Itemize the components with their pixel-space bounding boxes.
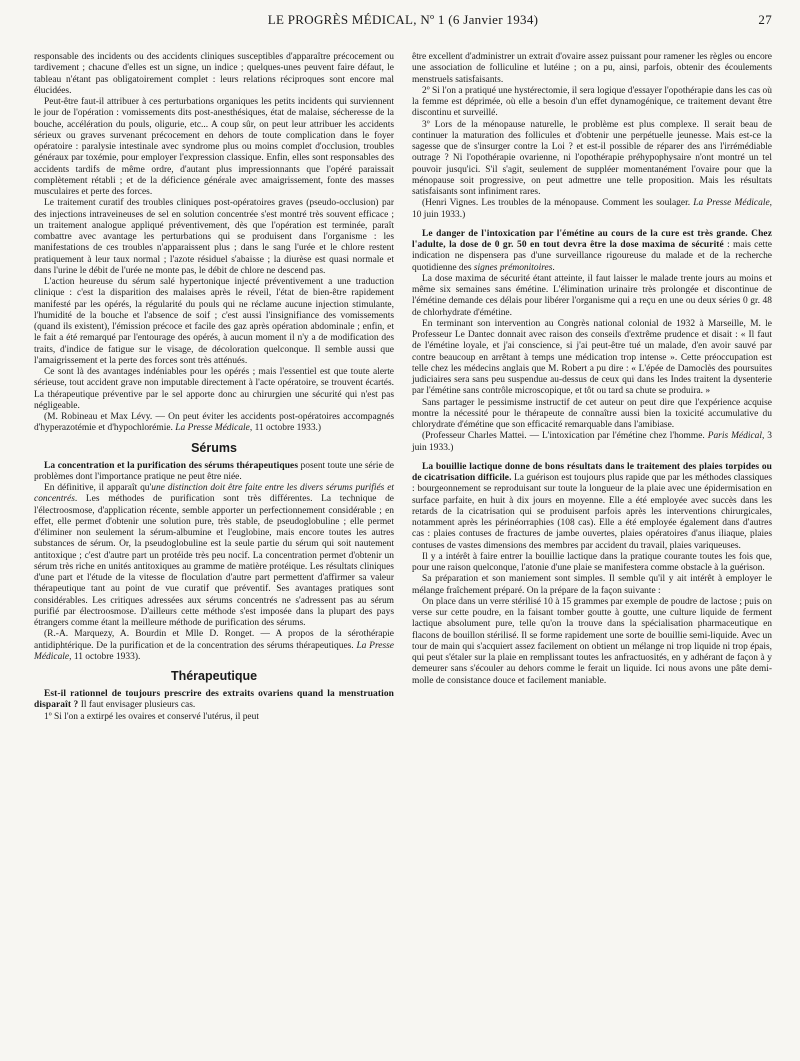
paragraph: L'action heureuse du sérum salé hypertonique injecté préventivement a une traduction clinique : c'est la disparition des malaises après le réveil, l'état de bien-être rapidement manifesté par les opérés, la régularité du pouls qui ne réclame aucune injection stimulante, l'humidité de la bouche et l'absence de soif ; c'est aussi l'insignifiance des vomissements (quand ils existent), l'émission précoce et facile des gaz après opération abdominale ; enfin, et le fait a été remarqué par l'entourage des opérés, à aucun moment il n'y a de modification des traits, d'indice de fatigue sur le visage, de décoloration quelconque. Il semble aussi que l'amaigrissement et la perte des forces sont très atténués. [34,277,394,366]
page-number: 27 [758,12,772,27]
paragraph: Il y a intérêt à faire entrer la bouillie lactique dans la pratique courante toutes les fois que, pour une raison quelconque, l'atonie d'une plaie se manifestera comme obstacle à la guérison. [412,551,772,573]
left-column [34,52,394,723]
paragraph: Peut-être faut-il attribuer à ces perturbations organiques les petits incidents qui surviennent le jour de l'opération : vomissements dits post-anesthésiques, état de malaise, sécheresse de la bouche, accélération du pouls, oligurie, etc... A coup sûr, on peut leur attribuer les accidents sérieux ou graves survenant précocement en dehors de toute complication dans le foyer opératoire : paralysie intestinale avec syndrome plus ou moins complet d'occlusion, troubles généraux par toxémie, pour employer l'expression classique. Enfin, elles sont responsables des accidents tardifs de même ordre, d'autant plus impressionnants que l'opéré paraissait complètement rétabli ; et de la déficience générale avec amaigrissement, fonte des masses musculaires et perte des forces. [34,97,394,197]
right-column [412,52,772,723]
running-header [34,12,772,32]
section-heading-serums: Sérums [191,440,237,455]
paragraph: 3º Lors de la ménopause naturelle, le problème est plus complexe. Il serait beau de continuer la maturation des follicules et d'obtenir une perpétuelle jeunesse. Mais est-ce la sagesse que de s'insurger contre la Loi ? et est-il possible de réparer des ans l'irrémédiable outrage ? Ni l'opothérapie ovarienne, ni l'opothérapie préhypophysaire n'ont montré un tel pouvoir jusqu'ici. S'il s'agit, seulement de suppléer momentanément l'ovaire pour que la ménopause soit progressive, on peut admettre une telle proposition. Mais les résultats satisfaisants sont infiniment rares. [412,119,772,197]
paragraph: 1º Si l'on a extirpé les ovaires et conservé l'utérus, il peut [44,711,259,722]
running-title: LE PROGRÈS MÉDICAL, Nº 1 (6 Janvier 1934) [267,12,539,27]
paragraph: être excellent d'administrer un extrait d'ovaire assez puissant pour ramener les règles ou encore une association de folliculine et lutéine ; on a pu, ainsi, parfois, obtenir des écoulements menstruels satisfaisants. [412,52,772,85]
section-heading-therapeutique: Thérapeutique [170,669,258,683]
paragraph: La dose maxima de sécurité étant atteinte, il faut laisser le malade trente jours au moins et même six semaines sans émétine. L'élimination urinaire très prolongée et discontinue de l'émétine demande ces délais pour libérer l'organisme qui a reçu en une ou deux séries 0 gr. 48 de chlorhydrate d'émétine. [412,273,772,318]
citation: (Henri Vignes. Les troubles de la ménopause. Comment les soulager. La Presse Médicale, 10 juin 1933.) [412,198,772,220]
paragraph: Sans partager le pessimisme instructif de cet auteur on peut dire que l'expérience acquise montre la nécessité pour le thérapeute de connaître aussi bien la toxicité accumulative du chlorydrate d'émétine que son efficacité remarquable dans l'amibiase. [412,397,772,430]
paragraph: La bouillie lactique donne de bons résultats dans le traitement des plaies torpides ou de cicatrisation difficile. La guérison est toujours plus rapide que par les méthodes classiques : bourgeonnement se reproduisant sur toute la longueur de la plaie avec une épidermisation en surface parfaite, en huit à dix jours en moyenne. Elle a été employée avec succès dans les retards de la cicatrisation qui se produisent parfois après les interventions chirurgicales, notamment après les périnéorraphies (108 cas). Elle a été employée également dans d'autres cas : plaies contuses de fractures de jambe ouvertes, plaies opératoires d'anus iliaque, plaies contuses de vastes dimensions des membres par accident du travail, plaies variqueuses. [412,461,772,551]
citation: (R.-A. Marquezy, A. Bourdin et Mlle D. Ronget. — A propos de la sérothérapie antidiphtérique. De la purification et de la concentration des sérums thérapeutiques. La Presse Médicale, 11 octobre 1933). [34,629,394,662]
paragraph: En définitive, il apparaît qu'une distinction doit être faite entre les divers sérums purifiés et concentrés. Les méthodes de purification sont très différentes. La technique de l'électroosmose, d'application récente, semble apporter un perfectionnement considérable ; en effet, elle permet d'obtenir une solution pure, très stable, de pseudoglobuline ; elle permet d'éliminer non seulement la sérum-albumine et l'euglobine, mais encore toutes les autres substances de sérum. Or, la pseudoglobuline est la seule partie du sérum qui soit nautement antitoxique ; c'est d'autre part un protéide très peu nocif. La concentration permet d'obtenir un sérum très riche en unités antitoxiques au gramme de matière protéique. Les résultats cliniques d'une part et l'étude de la vitesse de floculation d'autre part permettent d'affirmer sa valeur thérapeutique tant au point de vue curatif que préventif. Ses avantages pratiques sont considérables. Les critiques adressées aux sérums concentrés ne s'adressent pas au sérum purifié par électroosmose. D'ailleurs cette méthode s'est imposée dans la plupart des pays étrangers comme étant la meilleure méthode de purification des sérums. [34,483,395,628]
paragraph: Le traitement curatif des troubles cliniques post-opératoires graves (pseudo-occlusion) par des injections intraveineuses de sel en solution concentrée s'est montré très souvent efficace ; un traitement analogue appliqué préventivement, dès que l'opération est terminée, paraît combattre avec avantage les perturbations qui se produisent dans l'organisme : les manifestations de ces troubles n'apparaissent plus ; dans le sang l'urée et le chlore restent pratiquement à leur taux normal ; l'azote résiduel s'abaisse ; la diurèse est quasi normale et dans l'urine le débit de l'urée ne monte pas, le débit de chlore ne descend pas. [34,198,394,276]
paragraph: Ce sont là des avantages indéniables pour les opérés ; mais l'essentiel est que toute alerte sérieuse, tout accident grave non imputable directement à l'acte opératoire, se trouvent écartés. La thérapeutique préventive par le sel apporte donc au chirurgien une sécurité qui n'est pas négligeable. [34,367,394,411]
paragraph: Le danger de l'intoxication par l'émétine au cours de la cure est très grande. Chez l'adulte, la dose de 0 gr. 50 en tout devra être la dose maxima de sécurité : mais cette indication ne dispensera pas d'une surveillance rigoureuse du malade et de la recherche quotidienne des signes prémonitoires. [412,228,772,273]
citation: (M. Robineau et Max Lévy. — On peut éviter les accidents post-opératoires accompagnés d'hyperazotémie et d'hypochlorémie. La Presse Médicale, 11 octobre 1933.) [34,412,394,434]
paragraph: On place dans un verre stérilisé 10 à 15 grammes par exemple de poudre de lactose ; puis on verse sur cette poudre, en la faisant tomber goutte à goutte, une culture liquide de ferment lactique absolument pure, telle qu'on la trouve dans la spécialisation pharmaceutique en flacons de bouillon stérilisé. Il se forme rapidement une sorte de bouillie semi-liquide. Avec un tour de main qui s'acquiert assez facilement on obtient un mélange ni trop liquide ni trop épais, qui peut s'étaler sur la plaie en remplissant toutes les anfractuosités, en y adhérant de façon à y demeurer sans s'écouler au dehors comme le ferait un liquide. Ici nous avons une pâte demi-molle de consistance douce et facilement maniable. [412,596,772,686]
paragraph: responsable des incidents ou des accidents cliniques susceptibles d'apparaître précocement ou tardivement ; chacune d'elles est un signe, un indice ; quelques-unes peuvent faire défaut, le tableau n'étant pas obligatoirement complet : leurs relations réciproques sont encore mal élucidées. [34,52,394,96]
citation: (Professeur Charles Mattei. — L'intoxication par l'émétine chez l'homme. Paris Médical, 3 juin 1933.) [412,431,773,453]
paragraph: En terminant son intervention au Congrès national colonial de 1932 à Marseille, M. le Professeur Le Dantec donnait avec raison des conseils d'extrême prudence et disait : « Il faut de l'émétine loyale, et j'ai conscience, si j'ai peut-être tué un malade, d'en avoir sauvé par contre beaucoup en arrêtant à temps une médication trop intense ». Cette préoccupation est telle chez les médecins anglais que M. Robert a pu dire : « L'épée de Damoclès des poursuites judiciaires sera sans peu suspendue au-dessus de ceux qui dans les Indes traitent la dysenterie par l'émétine sans contrôle microscopique, et tôt ou tard sa chute se produira. » [412,318,772,397]
paragraph: Est-il rationnel de toujours prescrire des extraits ovariens quand la menstruation disparaît ? Il faut envisager plusieurs cas. [34,689,394,711]
paragraph: 2º Si l'on a pratiqué une hystérectomie, il sera logique d'essayer l'opothérapie dans les cas où la femme est déprimée, où elle a besoin d'un effet dynamogénique, ce traitement devant être discontinu et surveillé. [412,85,772,119]
paragraph: La concentration et la purification des sérums thérapeutiques posent toute une série de problèmes dont l'importance pratique ne peut être niée. [34,460,394,482]
paragraph: Sa préparation et son maniement sont simples. Il semble qu'il y ait intérêt à employer le mélange fraîchement préparé. On la prépare de la façon suivante : [412,574,772,596]
